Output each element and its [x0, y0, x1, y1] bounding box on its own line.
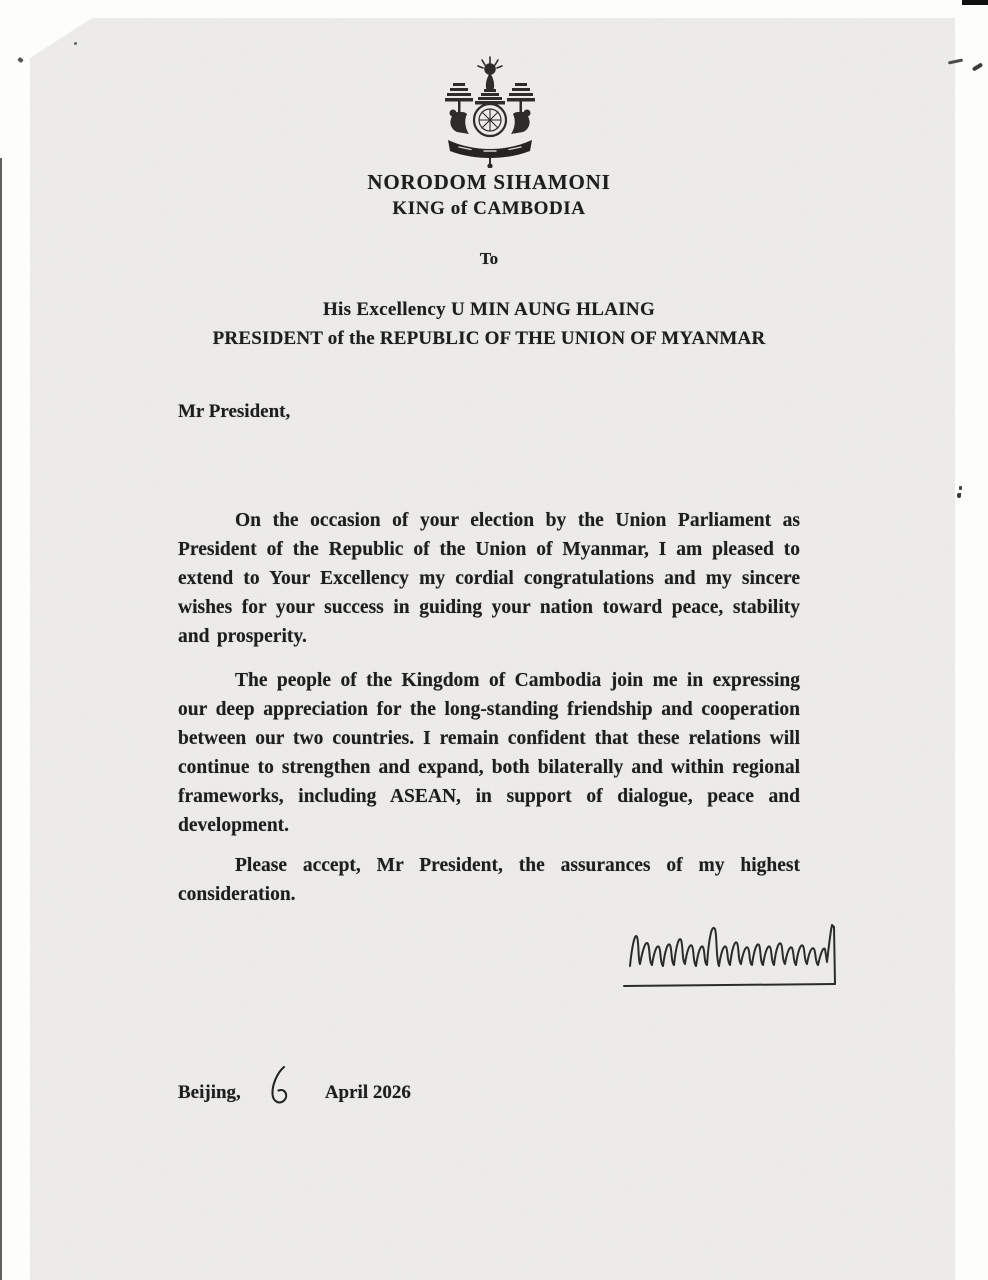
- sender-title: KING of CAMBODIA: [392, 198, 586, 219]
- recipient-title: PRESIDENT of the REPUBLIC OF THE UNION OF MYANMAR: [212, 328, 766, 349]
- salutation: Mr President,: [178, 401, 291, 422]
- royal-arms-of-cambodia-icon: [431, 56, 549, 168]
- dateline: [178, 1064, 411, 1114]
- body-paragraph-1: On the occasion of your election by the Union Parliament as President of the Republic of the Union of Myanmar, I am pleased to extend to Your Excellency my cordial congratulations and my sincere wishes for your success in guiding your nation toward peace, stability and prosperity.: [178, 509, 800, 647]
- body-paragraph-3: Please accept, Mr President, the assurances of my highest consideration.: [178, 854, 800, 905]
- body-paragraph-2: The people of the Kingdom of Cambodia join me in expressing our deep appreciation for the long-standing friendship and cooperation between our two countries. I remain confident that these relations will continue to strengthen and expand, both bilaterally and within regional frameworks, including ASEAN, in support of dialogue, peace and development.: [178, 669, 800, 836]
- signature: [614, 916, 846, 996]
- to-label: To: [479, 249, 499, 268]
- dateline-city: Beijing,: [178, 1082, 241, 1103]
- dateline-date: April 2026: [324, 1082, 411, 1103]
- handwritten-day: [267, 1064, 291, 1114]
- recipient-name: His Excellency U MIN AUNG HLAING: [322, 299, 656, 320]
- sender-name: NORODOM SIHAMONI: [367, 170, 611, 194]
